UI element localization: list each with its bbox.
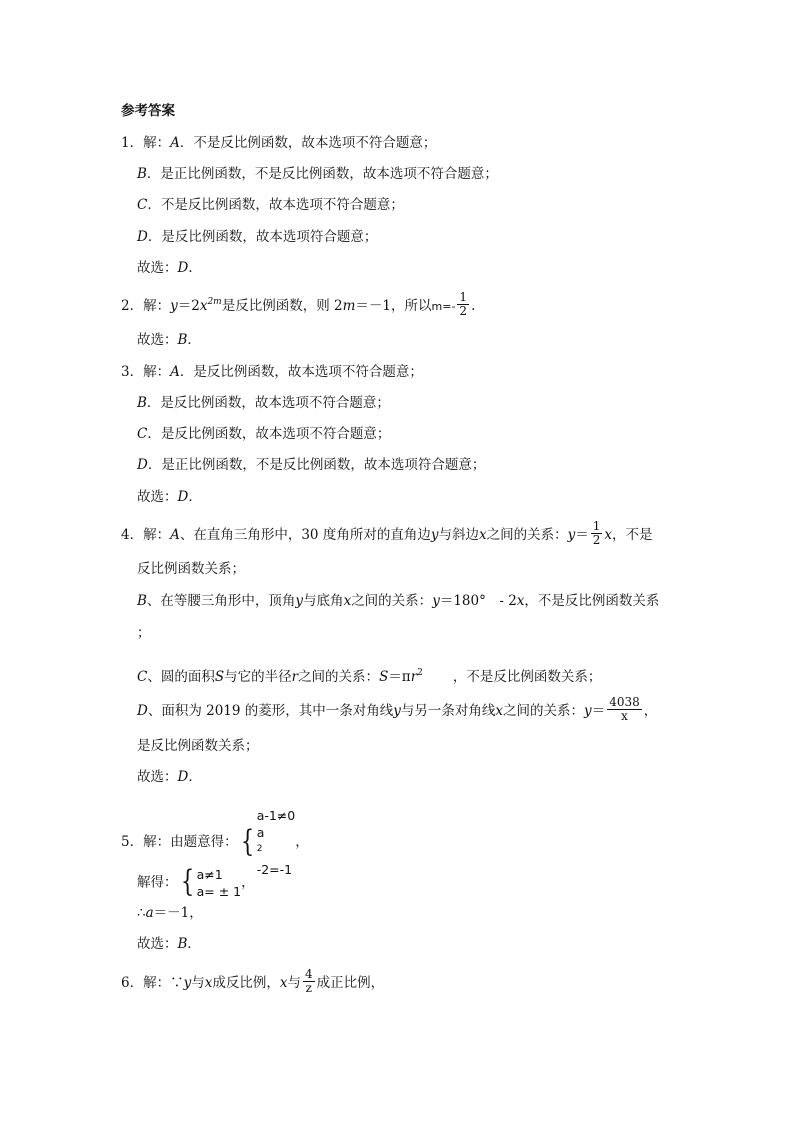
q1-line-4: D．是反比例函数，故本选项符合题意； — [137, 229, 378, 245]
brace-icon: { — [240, 823, 254, 859]
q1-answer: 故选：D． — [137, 260, 202, 276]
q4-line-7: 是反比例函数关系； — [137, 738, 259, 754]
q4-line-5: C、圆的面积S与它的半径r之间的关系：$S=\pi r^2$ ，不是反比例函数关系； — [137, 668, 602, 685]
q3-line-1: 3．解：A．是反比例函数，故本选项不符合题意； — [121, 364, 423, 380]
fraction: $\frac{4}{z}$ — [304, 967, 313, 995]
q4-line-3: B、在等腰三角形中，顶角y与底角x之间的关系：y＝180° - 2x，不是反比例函数关系 — [137, 593, 660, 609]
q5-line-2: 解得：{ a≠1 a= ± 1 ， — [137, 864, 255, 899]
q3-line-4: D．是正比例函数，不是反比例函数，故本选项符合题意； — [137, 457, 486, 473]
q6-number: 6． — [121, 975, 144, 991]
q2-answer: 故选：B． — [137, 332, 201, 348]
q4-line-2: 反比例函数关系； — [137, 561, 245, 577]
q3-line-3: C．是反比例函数，故本选项不符合题意； — [137, 426, 391, 442]
q5-answer: 故选：B． — [137, 936, 201, 952]
fraction: $\frac{4038}{x}$ — [609, 695, 640, 723]
brace-icon: { — [180, 864, 194, 899]
q5-number: 5． — [121, 834, 144, 850]
q4-line-1: 4．解：A、在直角三角形中，30 度角所对的直角边y与斜边x之间的关系：y＝ $\frac{1}{2}$ x，不是 — [121, 519, 653, 547]
q5-line-1: 5．解：由题意得：{ a-1≠0 a $^2$ -2=-1 ， — [121, 808, 309, 877]
q3-number: 3． — [121, 364, 144, 380]
q4-number: 4． — [121, 527, 144, 543]
q3-answer: 故选：D． — [137, 489, 202, 505]
fraction: $\frac{1}{2}$ — [459, 290, 468, 318]
q2-number: 2． — [121, 298, 144, 314]
fraction: $\frac{1}{2}$ — [592, 519, 601, 547]
q4-answer: 故选：D． — [137, 769, 202, 785]
equation-system: { a≠1 a= ± 1 — [180, 864, 242, 899]
q3-line-2: B．是反比例函数，故本选项不符合题意； — [137, 395, 390, 411]
q4-line-4: ； — [137, 625, 151, 641]
q6-line-1: 6．解：∵y与x成反比例，x与 $\frac{4}{z}$ 成正比例， — [121, 967, 385, 995]
q4-line-6: D、面积为 2019 的菱形，其中一条对角线y与另一条对角线x之间的关系：y＝ $\frac{4038}{x}$ ， — [137, 695, 658, 723]
q2-line-1: 2．解：$y=2x^{2m}$是反比例函数，则 2m＝－1，所以m=- $\frac{1}{2}$ . — [121, 290, 476, 318]
q1-line-3: C．不是反比例函数，故本选项不符合题意； — [137, 197, 404, 213]
q1-line-2: B．是正比例函数，不是反比例函数，故本选项不符合题意； — [137, 166, 498, 182]
q1-line-1: 1．解：A．不是反比例函数，故本选项不符合题意； — [121, 135, 437, 151]
page-title: 参考答案 — [121, 103, 175, 119]
equation-system: { a-1≠0 a $^2$ -2=-1 — [240, 808, 296, 877]
q5-line-3: ∴a＝－1， — [137, 905, 203, 921]
q1-number: 1． — [121, 135, 144, 151]
